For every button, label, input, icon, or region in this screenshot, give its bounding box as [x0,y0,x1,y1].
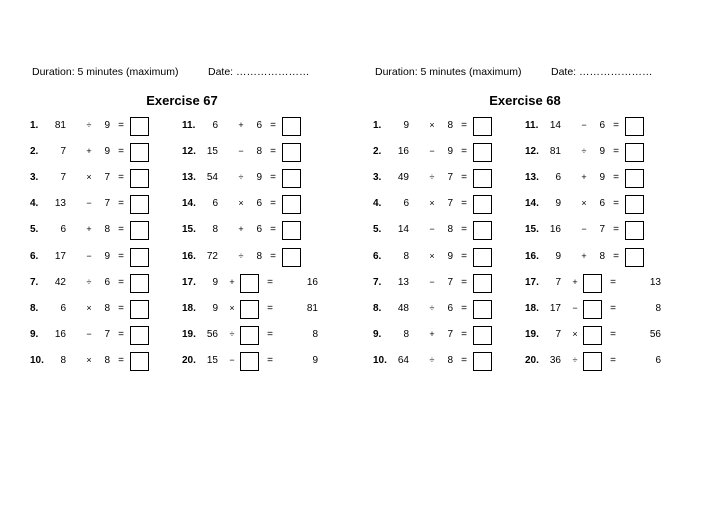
answer-box[interactable] [625,221,644,240]
problem-row [373,300,533,320]
operand-b: 8 [447,224,453,236]
operand-a: 9 [212,276,218,288]
problem-row [182,248,342,268]
answer-box[interactable] [130,143,149,162]
equals-sign: = [118,172,124,184]
operator: + [86,146,92,157]
operand-a: 6 [555,172,561,184]
date-label: Date: ………………… [208,66,310,78]
operand-a: 7 [555,276,561,288]
operator: ÷ [429,354,435,365]
operand-a: 17 [54,250,66,262]
problem-row [30,248,190,268]
operand-b: 7 [104,198,110,210]
problem-number: 15. [525,224,539,236]
problem-number: 13. [525,172,539,184]
operator: + [229,276,235,287]
problem-number: 3. [30,172,39,184]
operator: + [581,172,587,183]
equals-sign: = [270,250,276,262]
operand-b: 7 [104,172,110,184]
operand-b: 7 [104,328,110,340]
missing-operand-box[interactable] [583,326,602,345]
operand-b: 6 [104,276,110,288]
missing-operand-box[interactable] [583,300,602,319]
duration-label: Duration: 5 minutes (maximum) [32,66,179,78]
problem-number: 4. [373,198,382,210]
operator: − [229,354,235,365]
equals-sign: = [461,224,467,236]
operand-b: 8 [256,250,262,262]
exercise-title: Exercise 68 [489,93,561,108]
equals-sign: = [118,328,124,340]
operand-a: 17 [549,302,561,314]
answer-box[interactable] [282,169,301,188]
result-value: 8 [655,302,661,314]
missing-operand-box[interactable] [583,274,602,293]
answer-box[interactable] [130,300,149,319]
answer-box[interactable] [473,274,492,293]
operator: × [429,120,435,130]
problem-number: 11. [525,120,539,131]
answer-box[interactable] [282,117,301,136]
problem-row [182,169,342,189]
problem-row [373,117,533,137]
problem-number: 6. [30,250,39,262]
result-value: 6 [655,354,661,366]
problem-row [525,274,685,294]
answer-box[interactable] [282,143,301,162]
problem-row [30,300,190,320]
problem-row [182,143,342,163]
equals-sign: = [613,172,619,184]
problem-row [30,117,190,137]
equals-sign: = [267,354,273,366]
operand-b: 6 [256,120,262,131]
answer-box[interactable] [625,248,644,267]
operand-b: 7 [447,198,453,210]
operand-a: 8 [212,224,218,236]
equals-sign: = [118,224,124,236]
problem-row [525,117,685,137]
answer-box[interactable] [473,195,492,214]
equals-sign: = [118,120,124,131]
answer-box[interactable] [130,326,149,345]
operand-a: 48 [397,302,409,314]
problem-number: 6. [373,250,382,262]
operand-a: 14 [397,224,409,236]
equals-sign: = [610,276,616,288]
problem-row [373,169,533,189]
operand-b: 6 [599,198,605,210]
equals-sign: = [613,224,619,236]
operator: + [86,224,92,235]
operator: − [581,224,587,235]
operand-a: 56 [206,328,218,340]
problem-row [182,195,342,215]
operator: ÷ [572,354,578,365]
worksheet-left [30,0,370,515]
operator: − [86,250,92,261]
operator: × [229,302,235,313]
operand-b: 8 [447,354,453,366]
operand-b: 8 [104,302,110,314]
equals-sign: = [270,224,276,236]
answer-box[interactable] [130,248,149,267]
operand-b: 7 [447,172,453,184]
operator: + [238,224,244,235]
operand-a: 49 [397,172,409,184]
answer-box[interactable] [130,195,149,214]
operand-b: 6 [256,198,262,210]
answer-box[interactable] [625,195,644,214]
problem-row [373,326,533,346]
operator: ÷ [238,250,244,261]
equals-sign: = [118,354,124,366]
operator: − [86,328,92,339]
problem-row [30,221,190,241]
operator: + [238,120,244,130]
problem-row [525,169,685,189]
operator: × [581,198,587,209]
result-value: 16 [306,276,318,288]
equals-sign: = [610,302,616,314]
problem-row [30,169,190,189]
exercise-title: Exercise 67 [146,93,218,108]
equals-sign: = [610,328,616,340]
operand-b: 7 [599,224,605,236]
answer-box[interactable] [625,169,644,188]
operand-b: 9 [104,146,110,158]
problem-row [525,221,685,241]
problem-row [373,248,533,268]
answer-box[interactable] [625,117,644,136]
result-value: 81 [306,302,318,314]
operator: − [429,146,435,157]
problem-row [373,195,533,215]
operand-a: 14 [549,120,561,131]
operand-a: 81 [549,146,561,158]
problem-number: 12. [525,146,539,158]
answer-box[interactable] [473,117,492,136]
problem-row [525,195,685,215]
answer-box[interactable] [282,221,301,240]
operand-b: 9 [447,146,453,158]
worksheet-right [373,0,713,515]
answer-box[interactable] [130,169,149,188]
equals-sign: = [461,172,467,184]
problem-row [182,274,342,294]
operand-b: 9 [256,172,262,184]
problem-number: 13. [182,172,196,184]
operator: × [429,250,435,261]
operator: ÷ [86,276,92,287]
problem-number: 2. [373,146,382,158]
operand-b: 8 [256,146,262,158]
operand-a: 7 [60,172,66,184]
problem-number: 14. [525,198,539,210]
operand-a: 16 [397,146,409,158]
operator: − [429,224,435,235]
operand-a: 54 [206,172,218,184]
problem-row [525,352,685,372]
problem-row [182,221,342,241]
answer-box[interactable] [473,248,492,267]
operand-a: 36 [549,354,561,366]
problem-number: 17. [525,276,539,288]
equals-sign: = [270,172,276,184]
operator: × [86,302,92,313]
problem-number: 4. [30,198,39,210]
problem-number: 1. [373,120,382,131]
operand-a: 7 [60,146,66,158]
equals-sign: = [118,146,124,158]
problem-row [30,326,190,346]
operand-b: 9 [104,120,110,131]
problem-row [373,143,533,163]
problem-number: 1. [30,120,39,131]
problem-row [525,248,685,268]
problem-row [30,274,190,294]
problem-number: 16. [182,250,196,262]
equals-sign: = [267,328,273,340]
operand-a: 16 [54,328,66,340]
equals-sign: = [613,146,619,158]
problem-number: 2. [30,146,39,158]
operand-b: 8 [447,120,453,131]
operand-a: 9 [555,198,561,210]
problem-number: 18. [525,302,539,314]
equals-sign: = [270,146,276,158]
operand-a: 81 [54,120,66,131]
equals-sign: = [461,198,467,210]
problem-row [373,274,533,294]
operator: ÷ [581,146,587,157]
operand-a: 13 [397,276,409,288]
problem-number: 8. [373,302,382,314]
problem-number: 12. [182,146,196,158]
operator: × [238,198,244,209]
answer-box[interactable] [282,195,301,214]
problem-number: 14. [182,198,196,210]
problem-row [182,352,342,372]
equals-sign: = [461,250,467,262]
equals-sign: = [613,198,619,210]
missing-operand-box[interactable] [240,300,259,319]
operator: ÷ [238,172,244,183]
operator: − [429,276,435,287]
operand-a: 6 [212,198,218,210]
problem-number: 5. [373,224,382,236]
date-label: Date: ………………… [551,66,653,78]
problem-number: 20. [525,354,539,366]
operand-a: 6 [403,198,409,210]
operand-b: 6 [256,224,262,236]
operator: + [429,328,435,339]
answer-box[interactable] [282,248,301,267]
equals-sign: = [610,354,616,366]
problem-number: 19. [182,328,196,340]
equals-sign: = [118,250,124,262]
operator: × [572,328,578,339]
problem-number: 11. [182,120,196,131]
operand-a: 15 [206,354,218,366]
operand-a: 6 [60,224,66,236]
operand-a: 8 [403,328,409,340]
operator: ÷ [429,302,435,313]
equals-sign: = [267,302,273,314]
problem-number: 19. [525,328,539,340]
duration-label: Duration: 5 minutes (maximum) [375,66,522,78]
equals-sign: = [267,276,273,288]
problem-row [30,352,190,372]
equals-sign: = [118,276,124,288]
operator: ÷ [86,120,92,130]
missing-operand-box[interactable] [240,326,259,345]
problem-row [182,117,342,137]
result-value: 13 [649,276,661,288]
operator: × [429,198,435,209]
operand-a: 42 [54,276,66,288]
equals-sign: = [461,302,467,314]
equals-sign: = [613,120,619,131]
missing-operand-box[interactable] [583,352,602,371]
operand-a: 9 [212,302,218,314]
problem-row [525,326,685,346]
equals-sign: = [118,302,124,314]
operator: ÷ [429,172,435,183]
problem-row [30,195,190,215]
equals-sign: = [613,250,619,262]
operand-a: 9 [403,120,409,131]
operand-a: 9 [555,250,561,262]
equals-sign: = [270,120,276,131]
operand-a: 13 [54,198,66,210]
problem-number: 10. [373,354,387,366]
problem-row [525,143,685,163]
operand-a: 8 [60,354,66,366]
operator: − [572,302,578,313]
operand-a: 16 [549,224,561,236]
operand-b: 9 [104,250,110,262]
answer-box[interactable] [130,221,149,240]
problem-number: 10. [30,354,44,366]
operator: − [238,146,244,157]
operator: + [581,250,587,261]
operand-a: 7 [555,328,561,340]
operand-a: 72 [206,250,218,262]
problem-row [182,326,342,346]
missing-operand-box[interactable] [240,274,259,293]
operator: − [581,120,587,130]
equals-sign: = [270,198,276,210]
operand-a: 64 [397,354,409,366]
operator: ÷ [229,328,235,339]
problem-number: 9. [30,328,39,340]
problem-number: 15. [182,224,196,236]
answer-box[interactable] [473,169,492,188]
operand-b: 6 [599,120,605,131]
result-value: 8 [312,328,318,340]
result-value: 56 [649,328,661,340]
operand-b: 9 [599,146,605,158]
problem-number: 7. [30,276,39,288]
problem-number: 16. [525,250,539,262]
answer-box[interactable] [130,352,149,371]
operator: × [86,172,92,183]
equals-sign: = [461,276,467,288]
problem-number: 5. [30,224,39,236]
answer-box[interactable] [473,221,492,240]
operator: + [572,276,578,287]
answer-box[interactable] [473,326,492,345]
operand-b: 7 [447,276,453,288]
equals-sign: = [461,120,467,131]
problem-number: 9. [373,328,382,340]
result-value: 9 [312,354,318,366]
answer-box[interactable] [473,143,492,162]
operand-b: 8 [104,354,110,366]
operator: − [86,198,92,209]
problem-number: 18. [182,302,196,314]
answer-box[interactable] [473,300,492,319]
answer-box[interactable] [130,274,149,293]
operand-b: 8 [599,250,605,262]
answer-box[interactable] [473,352,492,371]
problem-row [30,143,190,163]
problem-number: 17. [182,276,196,288]
problem-row [525,300,685,320]
problem-number: 3. [373,172,382,184]
problem-number: 8. [30,302,39,314]
operator: × [86,354,92,365]
problem-row [373,352,533,372]
equals-sign: = [461,146,467,158]
equals-sign: = [461,328,467,340]
operand-b: 9 [447,250,453,262]
operand-b: 9 [599,172,605,184]
operand-b: 8 [104,224,110,236]
equals-sign: = [118,198,124,210]
answer-box[interactable] [625,143,644,162]
operand-a: 6 [212,120,218,131]
operand-a: 15 [206,146,218,158]
problem-row [373,221,533,241]
operand-a: 8 [403,250,409,262]
operand-b: 7 [447,328,453,340]
missing-operand-box[interactable] [240,352,259,371]
equals-sign: = [461,354,467,366]
operand-b: 6 [447,302,453,314]
problem-number: 20. [182,354,196,366]
problem-number: 7. [373,276,382,288]
problem-row [182,300,342,320]
operand-a: 6 [60,302,66,314]
answer-box[interactable] [130,117,149,136]
